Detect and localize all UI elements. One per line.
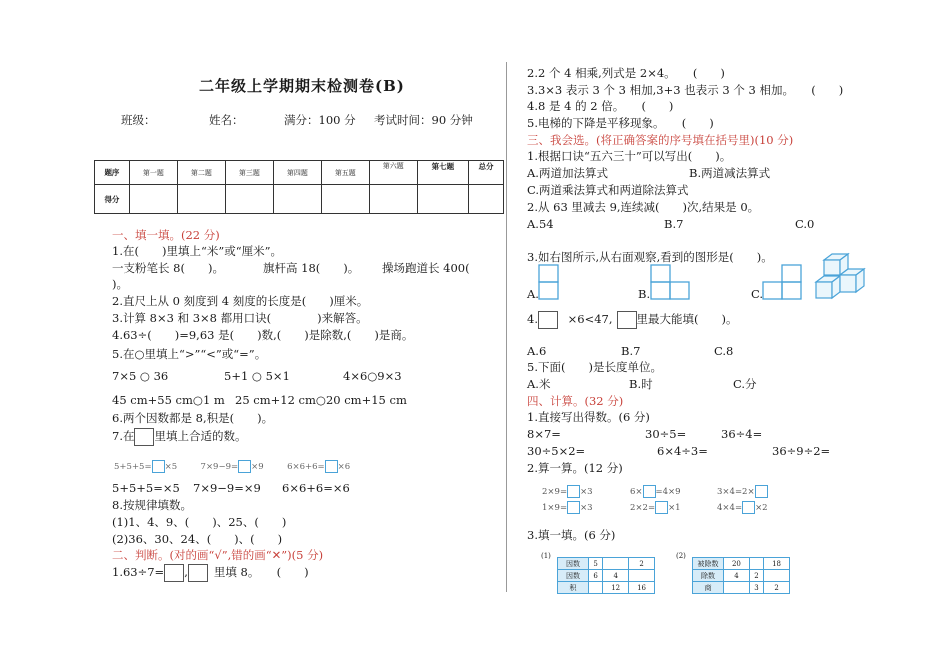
answer-box[interactable] (164, 564, 184, 582)
s3-q3-option-b: B. (638, 287, 651, 301)
division-table (692, 557, 790, 594)
s1-q7 (112, 428, 246, 446)
s1-q1c: 操场跑道长 400( (382, 261, 470, 275)
s1-q7-image-eq3-tail: ×6 (337, 462, 351, 472)
s1-q5b: 5+1 ○ 5×1 (224, 369, 290, 383)
s4-q2: 2.算一算。(12 分) (527, 461, 623, 475)
score-cell[interactable] (321, 185, 369, 214)
s3-q4-option-b: B.7 (621, 344, 641, 358)
calc-c4: 1×9= (542, 503, 568, 513)
table-cell[interactable] (603, 558, 629, 570)
table-cell: 3 (749, 582, 763, 594)
s2-q1-comma: , (184, 565, 188, 579)
s3-q4-middle: ×6<47, (567, 312, 613, 326)
score-cell[interactable] (369, 185, 417, 214)
calc-c5-tail: ×1 (668, 503, 681, 513)
calc-c1-tail: ×3 (580, 487, 593, 497)
s3-q1c: C.两道乘法算式和两道除法算式 (527, 183, 689, 197)
s2-q3: 3.3×3 表示 3 个 3 相加,3+3 也表示 3 个 3 相加。 ( ) (527, 83, 844, 97)
s3-q1a: A.两道加法算式 (527, 166, 608, 180)
s4-r1b: 30÷5= (645, 427, 687, 441)
s4-q1: 1.直接写出得数。(6 分) (527, 410, 650, 424)
s4-calc-row1c (717, 485, 768, 498)
s1-q7-image-eq1-tail: ×5 (164, 462, 178, 472)
s2-q1-prefix: 1.63÷7= (112, 565, 165, 579)
score-table (94, 160, 504, 214)
s4-calc-row2c (717, 501, 768, 514)
table-cell: 商 (693, 582, 724, 594)
s4-r1c: 36÷4= (721, 427, 763, 441)
score-table-header: 题序 (95, 161, 130, 185)
s3-q3-option-a: A. (527, 287, 539, 301)
s1-q8b: (2)36、30、24、( )、( ) (112, 532, 283, 546)
blue-answer-box[interactable] (238, 460, 251, 473)
calc-c3: 3×4=2× (717, 487, 755, 497)
s3-q2: 2.从 63 里减去 9,连续减( )次,结果是 0。 (527, 200, 760, 214)
score-cell[interactable] (469, 185, 504, 214)
s3-q1b: B.两道减法算式 (689, 166, 771, 180)
score-cell[interactable] (225, 185, 273, 214)
section-2-heading: 二、判断。(对的画“√”,错的画“✕”)(5 分) (112, 548, 324, 562)
score-table-header: 第四题 (273, 161, 321, 185)
table-cell: 16 (629, 582, 655, 594)
s1-q5e: 25 cm+12 cm○20 cm+15 cm (235, 393, 407, 407)
s2-q1 (112, 564, 309, 582)
score-cell[interactable] (417, 185, 468, 214)
table-cell[interactable] (629, 570, 655, 582)
score-table-header: 第六题 (369, 161, 417, 185)
s4-calc-row1b (630, 485, 681, 498)
table2-label: (2) (676, 552, 686, 560)
s1-q7-prefix: 7.在 (112, 429, 135, 443)
s4-q3: 3.填一填。(6 分) (527, 528, 616, 542)
s1-q1b: 旗杆高 18( )。 (263, 261, 360, 275)
section-1-heading: 一、填一填。(22 分) (112, 228, 220, 242)
s1-q4: 4.63÷( )=9,63 是( )数,( )是除数,( )是商。 (112, 328, 414, 342)
class-field-label: 班级： (121, 113, 156, 127)
s3-q5-option-b: B.时 (629, 377, 653, 391)
option-a-shape-icon (538, 264, 560, 300)
score-cell[interactable] (129, 185, 177, 214)
calc-c5: 2×2= (630, 503, 656, 513)
s1-q5a: 7×5 ○ 36 (112, 369, 169, 383)
full-score-label: 满分：100 分 (284, 113, 356, 127)
table-cell: 20 (724, 558, 750, 570)
s1-q7-image-eq1: 5+5+5= (114, 462, 152, 472)
section-4-heading: 四、计算。(32 分) (527, 394, 624, 408)
s1-q5: 5.在○里填上“>”“<”或“=”。 (112, 347, 267, 361)
answer-box[interactable] (538, 311, 558, 329)
score-table-header: 第七题 (417, 161, 468, 185)
table-cell: 积 (558, 582, 589, 594)
s2-q5: 5.电梯的下降是平移现象。 ( ) (527, 116, 714, 130)
blue-answer-box[interactable] (152, 460, 165, 473)
table-cell: 4 (724, 570, 750, 582)
s3-q4-option-c: C.8 (714, 344, 734, 358)
table-cell: 4 (603, 570, 629, 582)
s1-q8a: (1)1、4、9、( )、25、( ) (112, 515, 287, 529)
calc-c2-tail: =4×9 (655, 487, 681, 497)
s3-q4-prefix: 4. (527, 312, 538, 326)
table-cell: 2 (629, 558, 655, 570)
blue-answer-box[interactable] (742, 501, 755, 514)
s1-q7-text3: 6×6+6=×6 (282, 481, 350, 495)
table-cell: 因数 (558, 570, 589, 582)
s3-q2b: B.7 (664, 217, 684, 231)
s2-q2: 2.2 个 4 相乘,列式是 2×4。 ( ) (527, 66, 725, 80)
s1-q7-image-eq3: 6×6+6= (287, 462, 325, 472)
s1-q7-suffix: 里填上合适的数。 (154, 429, 247, 443)
calc-c2: 6× (630, 487, 643, 497)
s4-r2b: 6×4÷3= (657, 444, 708, 458)
s1-q7-image-eq2-tail: ×9 (251, 462, 264, 472)
exam-time-label: 考试时间：90 分钟 (374, 113, 473, 127)
s1-q3: 3.计算 8×3 和 3×8 都用口诀( )来解答。 (112, 311, 368, 325)
blue-answer-box[interactable] (755, 485, 768, 498)
table-cell[interactable] (764, 570, 790, 582)
s1-q1d: )。 (112, 277, 128, 291)
answer-box[interactable] (188, 564, 208, 582)
s3-q5-option-a: A.米 (527, 377, 551, 391)
table-cell: 因数 (558, 558, 589, 570)
table1-label: (1) (541, 552, 551, 560)
s4-r1a: 8×7= (527, 427, 561, 441)
s1-q7-image-eq2: 7×9−9= (200, 462, 239, 472)
calc-c1: 2×9= (542, 487, 568, 497)
s3-q4-option-a: A.6 (527, 344, 547, 358)
calc-c6: 4×4= (717, 503, 743, 513)
s3-q1: 1.根据口诀“五六三十”可以写出( )。 (527, 149, 732, 163)
table-cell[interactable] (749, 558, 763, 570)
blue-answer-box[interactable] (567, 485, 580, 498)
calc-c4-tail: ×3 (580, 503, 593, 513)
column-divider (506, 62, 507, 592)
blue-answer-box[interactable] (655, 501, 668, 514)
s1-q7-text1: 5+5+5=×5 (112, 481, 180, 495)
s1-q5c: 4×6○9×3 (343, 369, 402, 383)
s1-q7-image-row (114, 460, 350, 473)
s3-q3-option-c: C. (751, 287, 764, 301)
s3-q5: 5.下面( )是长度单位。 (527, 360, 662, 374)
s3-q3: 3.如右图所示,从右面观察,看到的图形是( )。 (527, 250, 773, 264)
s4-calc-row1 (542, 485, 593, 498)
s3-q5-option-c: C.分 (733, 377, 757, 391)
page-title: 二年级上学期期末检测卷(B) (199, 77, 405, 95)
s1-q1a: 一支粉笔长 8( )。 (112, 261, 224, 275)
factor-table (557, 557, 655, 594)
answer-box[interactable] (617, 311, 637, 329)
table-cell: 5 (589, 558, 603, 570)
option-c-shape-icon (762, 264, 802, 300)
table-cell: 6 (589, 570, 603, 582)
table-cell: 18 (764, 558, 790, 570)
s1-q8: 8.按规律填数。 (112, 498, 192, 512)
table-cell: 12 (603, 582, 629, 594)
table-cell: 2 (749, 570, 763, 582)
score-table-header: 总分 (469, 161, 504, 185)
score-table-header: 第一题 (129, 161, 177, 185)
table-cell[interactable] (724, 582, 750, 594)
s1-q6: 6.两个因数都是 8,积是( )。 (112, 411, 274, 425)
s4-calc-row2b (630, 501, 681, 514)
s3-q2a: A.54 (527, 217, 554, 231)
table-cell: 被除数 (693, 558, 724, 570)
s1-q2: 2.直尺上从 0 刻度到 4 刻度的长度是( )厘米。 (112, 294, 369, 308)
table-cell: 2 (764, 582, 790, 594)
score-cell[interactable] (177, 185, 225, 214)
s2-q1-suffix: 里填 8。 ( ) (213, 565, 309, 579)
s4-r2c: 36÷9÷2= (772, 444, 831, 458)
s4-calc-row2 (542, 501, 593, 514)
table-cell: 除数 (693, 570, 724, 582)
blue-answer-box[interactable] (643, 485, 656, 498)
s1-q5d: 45 cm+55 cm○1 m (112, 393, 225, 407)
section-3-heading: 三、我会选。(将正确答案的序号填在括号里)(10 分) (527, 133, 794, 147)
s3-q4 (527, 311, 738, 329)
score-table-header: 第五题 (321, 161, 369, 185)
s1-q7-text2: 7×9−9=×9 (193, 481, 261, 495)
s3-q2c: C.0 (795, 217, 815, 231)
s1-q1: 1.在( )里填上“米”或“厘米”。 (112, 244, 282, 258)
calc-c6-tail: ×2 (755, 503, 768, 513)
s4-r2a: 30÷5×2= (527, 444, 586, 458)
cube-stack-figure-icon (814, 252, 866, 302)
option-b-shape-icon (650, 264, 690, 300)
blue-answer-box[interactable] (325, 460, 338, 473)
score-table-header: 第三题 (225, 161, 273, 185)
score-row-label: 得分 (95, 185, 130, 214)
name-field-label: 姓名： (209, 113, 244, 127)
blue-answer-box[interactable] (567, 501, 580, 514)
table-cell[interactable] (589, 582, 603, 594)
score-cell[interactable] (273, 185, 321, 214)
answer-box[interactable] (134, 428, 154, 446)
score-table-header: 第二题 (177, 161, 225, 185)
s3-q4-suffix: 里最大能填( )。 (636, 312, 738, 326)
s2-q4: 4.8 是 4 的 2 倍。 ( ) (527, 99, 674, 113)
